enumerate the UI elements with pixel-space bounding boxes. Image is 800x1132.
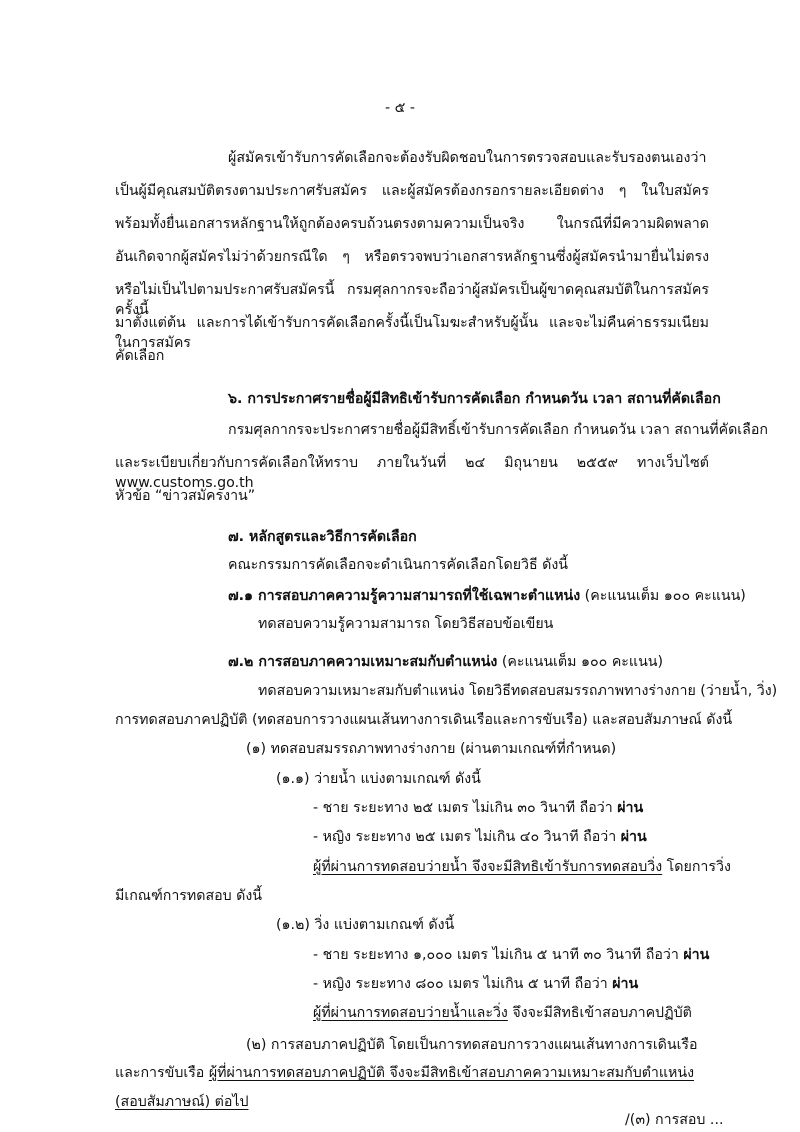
section6-line-3: หัวข้อ “ข่าวสมัครงาน” bbox=[115, 488, 256, 504]
section6-heading: ๖. การประกาศรายชื่อผู้มีสิทธิเข้ารับการคัดเลือก กำหนดวัน เวลา สถานที่คัดเลือก bbox=[228, 391, 721, 407]
item2-line-1: (๒) การสอบภาคปฏิบัติ โดยเป็นการทดสอบการวางแผนเส้นทางการเดินเรือ bbox=[246, 1037, 698, 1053]
run-male-line bbox=[313, 945, 709, 965]
section7-heading: ๗. หลักสูตรและวิธีการคัดเลือก bbox=[228, 529, 417, 545]
swim-male-line bbox=[313, 798, 643, 818]
section72-item-1: (๑) ทดสอบสมรรถภาพทางร่างกาย (ผ่านตามเกณฑ์ที่กำหนด) bbox=[246, 741, 617, 757]
run-note-line bbox=[313, 1003, 692, 1023]
section72-desc-2: การทดสอบภาคปฏิบัติ (ทดสอบการวางแผนเส้นทางการเดินเรือและการขับเรือ) และสอบสัมภาษณ์ ดังนี้ bbox=[115, 712, 733, 728]
swim-male-pass: ผ่าน bbox=[617, 800, 644, 816]
run-note-rest: จึงจะมีสิทธิเข้าสอบภาคปฏิบัติ bbox=[507, 1005, 692, 1021]
section6-line-1: กรมศุลกากรจะประกาศรายชื่อผู้มีสิทธิ์เข้ารับการคัดเลือก กำหนดวัน เวลา สถานที่คัดเลือก bbox=[228, 422, 768, 438]
section72-title: ๗.๒ การสอบภาคความเหมาะสมกับตำแหน่ง bbox=[228, 654, 498, 670]
item2-line-3-underlined: (สอบสัมภาษณ์) ต่อไป bbox=[115, 1094, 249, 1110]
liability-line-6: มาตั้งแต่ต้น และการได้เข้ารับการคัดเลือกครั้งนี้เป็นโมฆะสำหรับผู้นั้น และจะไม่คืนค่าธรรมเนียมในการสมัคร bbox=[115, 315, 709, 351]
section71-desc: ทดสอบความรู้ความสามารถ โดยวิธีสอบข้อเขียน bbox=[258, 616, 554, 632]
run-note-underlined: ผู้ที่ผ่านการทดสอบว่ายน้ำและวิ่ง bbox=[313, 1005, 508, 1021]
swim-note-line bbox=[313, 857, 731, 877]
item2-line-2-plain: และการขับเรือ bbox=[115, 1065, 209, 1081]
swim-note-underlined: ผู้ที่ผ่านการทดสอบว่ายน้ำ จึงจะมีสิทธิเข้ารับการทดสอบวิ่ง bbox=[313, 859, 663, 875]
run-female-pass: ผ่าน bbox=[612, 976, 639, 992]
run-title: (๑.๒) วิ่ง แบ่งตามเกณฑ์ ดังนี้ bbox=[276, 917, 455, 933]
section71-score: (คะแนนเต็ม ๑๐๐ คะแนน) bbox=[580, 588, 746, 604]
liability-line-3: พร้อมทั้งยื่นเอกสารหลักฐานให้ถูกต้องครบถ้วนตรงตามความเป็นจริง ในกรณีที่มีความผิดพลาด bbox=[115, 216, 709, 232]
run-female: - หญิง ระยะทาง ๘๐๐ เมตร ไม่เกิน ๕ นาที ถือว่า bbox=[313, 976, 608, 992]
section6-line-2: และระเบียบเกี่ยวกับการคัดเลือกให้ทราบ ภายในวันที่ ๒๔ มิถุนายน ๒๕๕๙ ทางเว็บไซต์ www.customs.go.th bbox=[115, 455, 709, 491]
swim-female-line bbox=[313, 827, 647, 847]
item2-line-3 bbox=[115, 1092, 249, 1112]
run-male-pass: ผ่าน bbox=[683, 947, 710, 963]
section72-title-line bbox=[228, 652, 663, 672]
liability-line-4: อันเกิดจากผู้สมัครไม่ว่าด้วยกรณีใด ๆ หรือตรวจพบว่าเอกสารหลักฐานซึ่งผู้สมัครนำมายื่นไม่ตรง bbox=[115, 249, 709, 265]
swim-male: - ชาย ระยะทาง ๒๕ เมตร ไม่เกิน ๓๐ วินาที ถือว่า bbox=[313, 800, 613, 816]
section72-score: (คะแนนเต็ม ๑๐๐ คะแนน) bbox=[497, 654, 664, 670]
item2-line-2 bbox=[115, 1063, 694, 1083]
swim-note-cont: มีเกณฑ์การทดสอบ ดังนี้ bbox=[115, 888, 263, 904]
swim-female-pass: ผ่าน bbox=[620, 829, 647, 845]
liability-line-2: เป็นผู้มีคุณสมบัติตรงตามประกาศรับสมัคร และผู้สมัครต้องกรอกรายละเอียดต่าง ๆ ในใบสมัคร bbox=[115, 183, 709, 199]
liability-line-1: ผู้สมัครเข้ารับการคัดเลือกจะต้องรับผิดชอบในการตรวจสอบและรับรองตนเองว่า bbox=[228, 150, 707, 166]
swim-note-rest: โดยการวิ่ง bbox=[662, 859, 731, 875]
liability-line-5: หรือไม่เป็นไปตามประกาศรับสมัครนี้ กรมศุลกากรจะถือว่าผู้สมัครเป็นผู้ขาดคุณสมบัติในการสมัครครั้งนี้ bbox=[115, 282, 709, 318]
section7-intro: คณะกรรมการคัดเลือกจะดำเนินการคัดเลือกโดยวิธี ดังนี้ bbox=[228, 557, 569, 573]
item2-line-2-underlined: ผู้ที่ผ่านการทดสอบภาคปฏิบัติ จึงจะมีสิทธิเข้าสอบภาคความเหมาะสมกับตำแหน่ง bbox=[208, 1065, 695, 1081]
continuation-note: /(๓) การสอบ ... bbox=[625, 1112, 724, 1128]
run-male: - ชาย ระยะทาง ๑,๐๐๐ เมตร ไม่เกิน ๕ นาที ๓๐ วินาที ถือว่า bbox=[313, 947, 684, 963]
liability-line-7: คัดเลือก bbox=[115, 348, 165, 364]
run-female-line bbox=[313, 974, 638, 994]
page-number: - ๕ - bbox=[385, 100, 415, 116]
section71-title: ๗.๑ การสอบภาคความรู้ความสามารถที่ใช้เฉพาะตำแหน่ง bbox=[228, 588, 581, 604]
swim-female: - หญิง ระยะทาง ๒๕ เมตร ไม่เกิน ๔๐ วินาที ถือว่า bbox=[313, 829, 617, 845]
section72-desc-1: ทดสอบความเหมาะสมกับตำแหน่ง โดยวิธีทดสอบสมรรถภาพทางร่างกาย (ว่ายน้ำ, วิ่ง) bbox=[258, 683, 778, 699]
swim-title: (๑.๑) ว่ายน้ำ แบ่งตามเกณฑ์ ดังนี้ bbox=[276, 771, 481, 787]
section71-title-line bbox=[228, 586, 746, 606]
